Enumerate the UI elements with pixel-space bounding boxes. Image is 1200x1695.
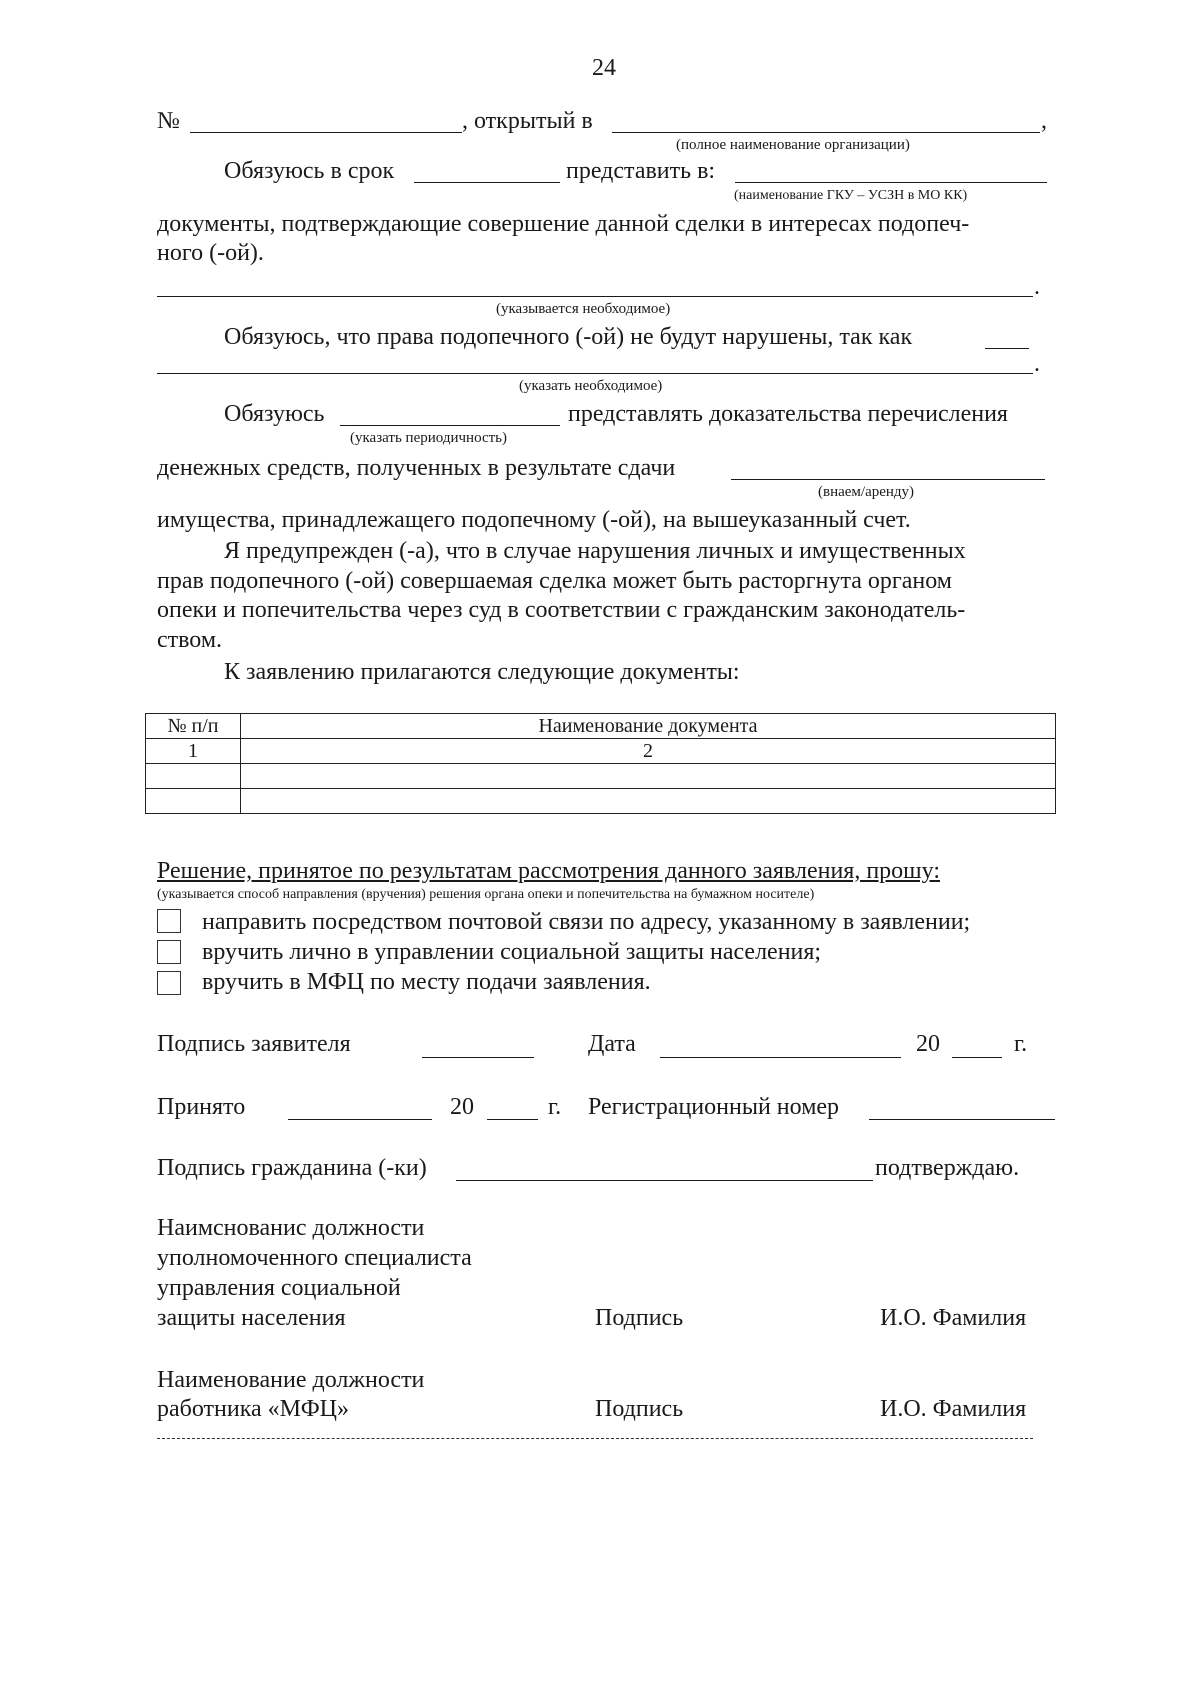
rights-blank-end — [985, 348, 1029, 349]
registration-blank — [869, 1119, 1055, 1120]
deadline-label: Обязуюсь в срок — [224, 158, 395, 184]
applicant-signature-label: Подпись заявителя — [157, 1031, 351, 1057]
citizen-signature-blank — [456, 1180, 873, 1181]
rights-blank — [157, 373, 1033, 374]
attachments-table — [145, 713, 1056, 814]
period-hint: (указать периодичность) — [350, 430, 507, 446]
table-cell — [146, 789, 241, 814]
evidence-start: Обязуюсь — [224, 401, 325, 427]
opened-in-label: , открытый в — [462, 108, 593, 134]
accepted-year-suffix: г. — [548, 1094, 562, 1120]
specialist-name-label: И.О. Фамилия — [880, 1305, 1027, 1331]
option-checkbox-personal[interactable] — [157, 940, 181, 964]
year-prefix: 20 — [916, 1031, 940, 1057]
rent-hint: (внаем/аренду) — [818, 484, 915, 500]
period-mark: . — [1034, 274, 1040, 300]
warning-line3: опеки и попечительства через суд в соответствии с гражданским законодатель- — [157, 597, 966, 623]
table-cell: 2 — [241, 739, 1056, 764]
accepted-label: Принято — [157, 1094, 246, 1120]
decision-title: Решение, принятое по результатам рассмотрения данного заявления, прошу: — [157, 858, 940, 884]
mfc-line1: Наименование должности — [157, 1367, 425, 1393]
rights-text: Обязуюсь, что права подопечного (-ой) не будут нарушены, так как — [224, 324, 913, 350]
page-number: 24 — [592, 55, 616, 81]
citizen-signature-label: Подпись гражданина (-ки) — [157, 1155, 427, 1181]
option-label-mfc: вручить в МФЦ по месту подачи заявления. — [202, 969, 651, 995]
docs-confirm-line1: документы, подтверждающие совершение данной сделки в интересах подопеч- — [157, 211, 970, 237]
table-cell — [146, 764, 241, 789]
table-header-cell: № п/п — [146, 714, 241, 739]
necessary-hint: (указывается необходимое) — [496, 301, 671, 317]
attachments-intro: К заявлению прилагаются следующие документы: — [224, 659, 740, 685]
docs-confirm-line2: ного (-ой). — [157, 240, 264, 266]
rent-blank — [731, 479, 1045, 480]
account-number-blank — [190, 132, 462, 133]
period-blank — [340, 425, 560, 426]
table-row — [146, 789, 1056, 814]
registration-label: Регистрационный номер — [588, 1094, 840, 1120]
organization-blank — [612, 132, 1040, 133]
accepted-year-prefix: 20 — [450, 1094, 474, 1120]
decision-hint: (указывается способ направления (вручения) решения органа опеки и попечительства на бумажном носителе) — [157, 887, 815, 902]
table-cell — [241, 789, 1056, 814]
submit-to-label: представить в: — [566, 158, 716, 184]
necessary-blank — [157, 296, 1033, 297]
option-label-personal: вручить лично в управлении социальной защиты населения; — [202, 939, 822, 965]
organization-hint: (полное наименование организации) — [676, 137, 910, 153]
date-label: Дата — [588, 1031, 636, 1057]
option-checkbox-post[interactable] — [157, 909, 181, 933]
comma: , — [1041, 108, 1047, 134]
rights-hint: (указать необходимое) — [519, 378, 663, 394]
confirm-label: подтверждаю. — [875, 1155, 1020, 1181]
agency-hint: (наименование ГКУ – УСЗН в МО КК) — [734, 188, 968, 203]
option-checkbox-mfc[interactable] — [157, 971, 181, 995]
table-cell — [241, 764, 1056, 789]
date-blank — [660, 1057, 901, 1058]
agency-blank — [735, 182, 1047, 183]
specialist-line3: управления социальной — [157, 1275, 401, 1301]
warning-line1: Я предупрежден (-а), что в случае нарушения личных и имущественных — [224, 538, 966, 564]
table-header-cell: Наименование документа — [241, 714, 1056, 739]
table-row — [146, 739, 1056, 764]
accepted-year-blank — [487, 1119, 538, 1120]
period-mark: . — [1034, 351, 1040, 377]
evidence-line3: имущества, принадлежащего подопечному (-ой), на вышеуказанный счет. — [157, 507, 911, 533]
accepted-date-blank — [288, 1119, 432, 1120]
year-suffix: г. — [1014, 1031, 1028, 1057]
applicant-signature-blank — [422, 1057, 534, 1058]
specialist-line1: Наимснованис должности — [157, 1215, 425, 1241]
specialist-line2: уполномоченного специалиста — [157, 1245, 472, 1271]
warning-line4: ством. — [157, 627, 223, 653]
deadline-blank — [414, 182, 560, 183]
year-blank — [952, 1057, 1002, 1058]
table-row — [146, 764, 1056, 789]
evidence-line2: денежных средств, полученных в результате сдачи — [157, 455, 676, 481]
dashed-divider — [157, 1438, 1033, 1439]
specialist-line4: защиты населения — [157, 1305, 346, 1331]
table-cell: 1 — [146, 739, 241, 764]
warning-line2: прав подопечного (-ой) совершаемая сделка может быть расторгнута органом — [157, 568, 952, 594]
mfc-line2: работника «МФЦ» — [157, 1396, 349, 1422]
number-sign: № — [157, 108, 180, 134]
option-label-post: направить посредством почтовой связи по адресу, указанному в заявлении; — [202, 909, 971, 935]
evidence-rest: представлять доказательства перечисления — [568, 401, 1008, 427]
specialist-sign-label: Подпись — [595, 1305, 684, 1331]
mfc-name-label: И.О. Фамилия — [880, 1396, 1027, 1422]
table-header-row — [146, 714, 1056, 739]
mfc-sign-label: Подпись — [595, 1396, 684, 1422]
